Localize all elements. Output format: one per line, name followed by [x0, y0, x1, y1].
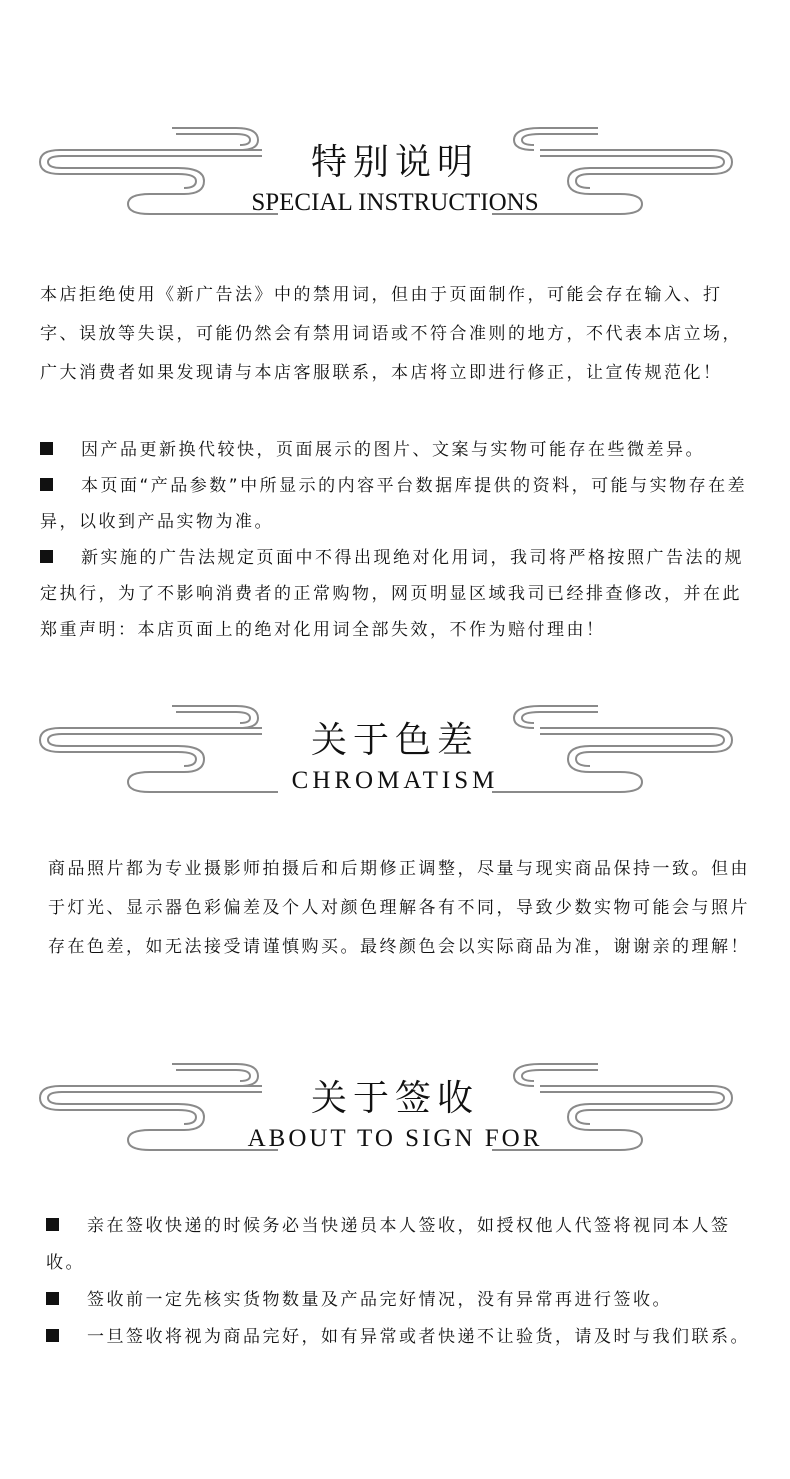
list-item — [40, 468, 752, 540]
list-item — [46, 1282, 756, 1319]
square-bullet-icon — [40, 478, 53, 491]
bullet-list — [46, 1208, 756, 1356]
square-bullet-icon — [46, 1329, 59, 1342]
list-item-text: 新实施的广告法规定页面中不得出现绝对化用词，我司将严格按照广告法的规定执行，为了不影响消费者的正常购物，网页明显区域我司已经排查修改，并在此郑重声明：本店页面上的绝对化用词全部失效，不作为赔付理由！ — [40, 548, 744, 640]
section-title-en: CHROMATISM — [291, 767, 499, 794]
section-title-zh: 关于色差 — [310, 720, 479, 761]
ornament-scroll — [0, 578, 790, 838]
list-item-text: 亲在签收快递的时候务必当快递员本人签收，如授权他人代签将视同本人签收。 — [46, 1216, 731, 1273]
list-item-text: 一旦签收将视为商品完好，如有异常或者快递不让验货，请及时与我们联系。 — [87, 1327, 750, 1347]
list-item — [46, 1319, 756, 1356]
paragraph: 本店拒绝使用《新广告法》中的禁用词，但由于页面制作，可能会存在输入、打字、误放等失误，可能仍然会有禁用词语或不符合准则的地方，不代表本店立场，广大消费者如果发现请与本店客服联系，本店将立即进行修正，让宣传规范化！ — [40, 285, 742, 383]
list-item — [46, 1208, 756, 1282]
section-title-en: SPECIAL INSTRUCTIONS — [251, 189, 539, 216]
paragraph: 商品照片都为专业摄影师拍摄后和后期修正调整，尽量与现实商品保持一致。但由于灯光、显示器色彩偏差及个人对颜色理解各有不同，导致少数实物可能会与照片存在色差，如无法接受请谨慎购买。最终颜色会以实际商品为准，谢谢亲的理解！ — [48, 859, 750, 957]
section-body — [40, 276, 752, 393]
ornament-scroll — [0, 0, 790, 260]
section-title-en: ABOUT TO SIGN FOR — [247, 1125, 543, 1152]
ornament-scroll — [0, 936, 790, 1196]
list-item — [40, 432, 752, 468]
section-title-zh: 特别说明 — [310, 142, 479, 183]
square-bullet-icon — [40, 550, 53, 563]
list-item-text: 签收前一定先核实货物数量及产品完好情况，没有异常再进行签收。 — [87, 1290, 672, 1310]
list-item-text: 本页面“产品参数”中所显示的内容平台数据库提供的资料，可能与实物存在差异，以收到产品实物为准。 — [40, 476, 748, 532]
list-item-text: 因产品更新换代较快，页面展示的图片、文案与实物可能存在些微差异。 — [81, 440, 705, 460]
section-title-zh: 关于签收 — [310, 1078, 479, 1119]
square-bullet-icon — [40, 442, 53, 455]
square-bullet-icon — [46, 1218, 59, 1231]
square-bullet-icon — [46, 1292, 59, 1305]
